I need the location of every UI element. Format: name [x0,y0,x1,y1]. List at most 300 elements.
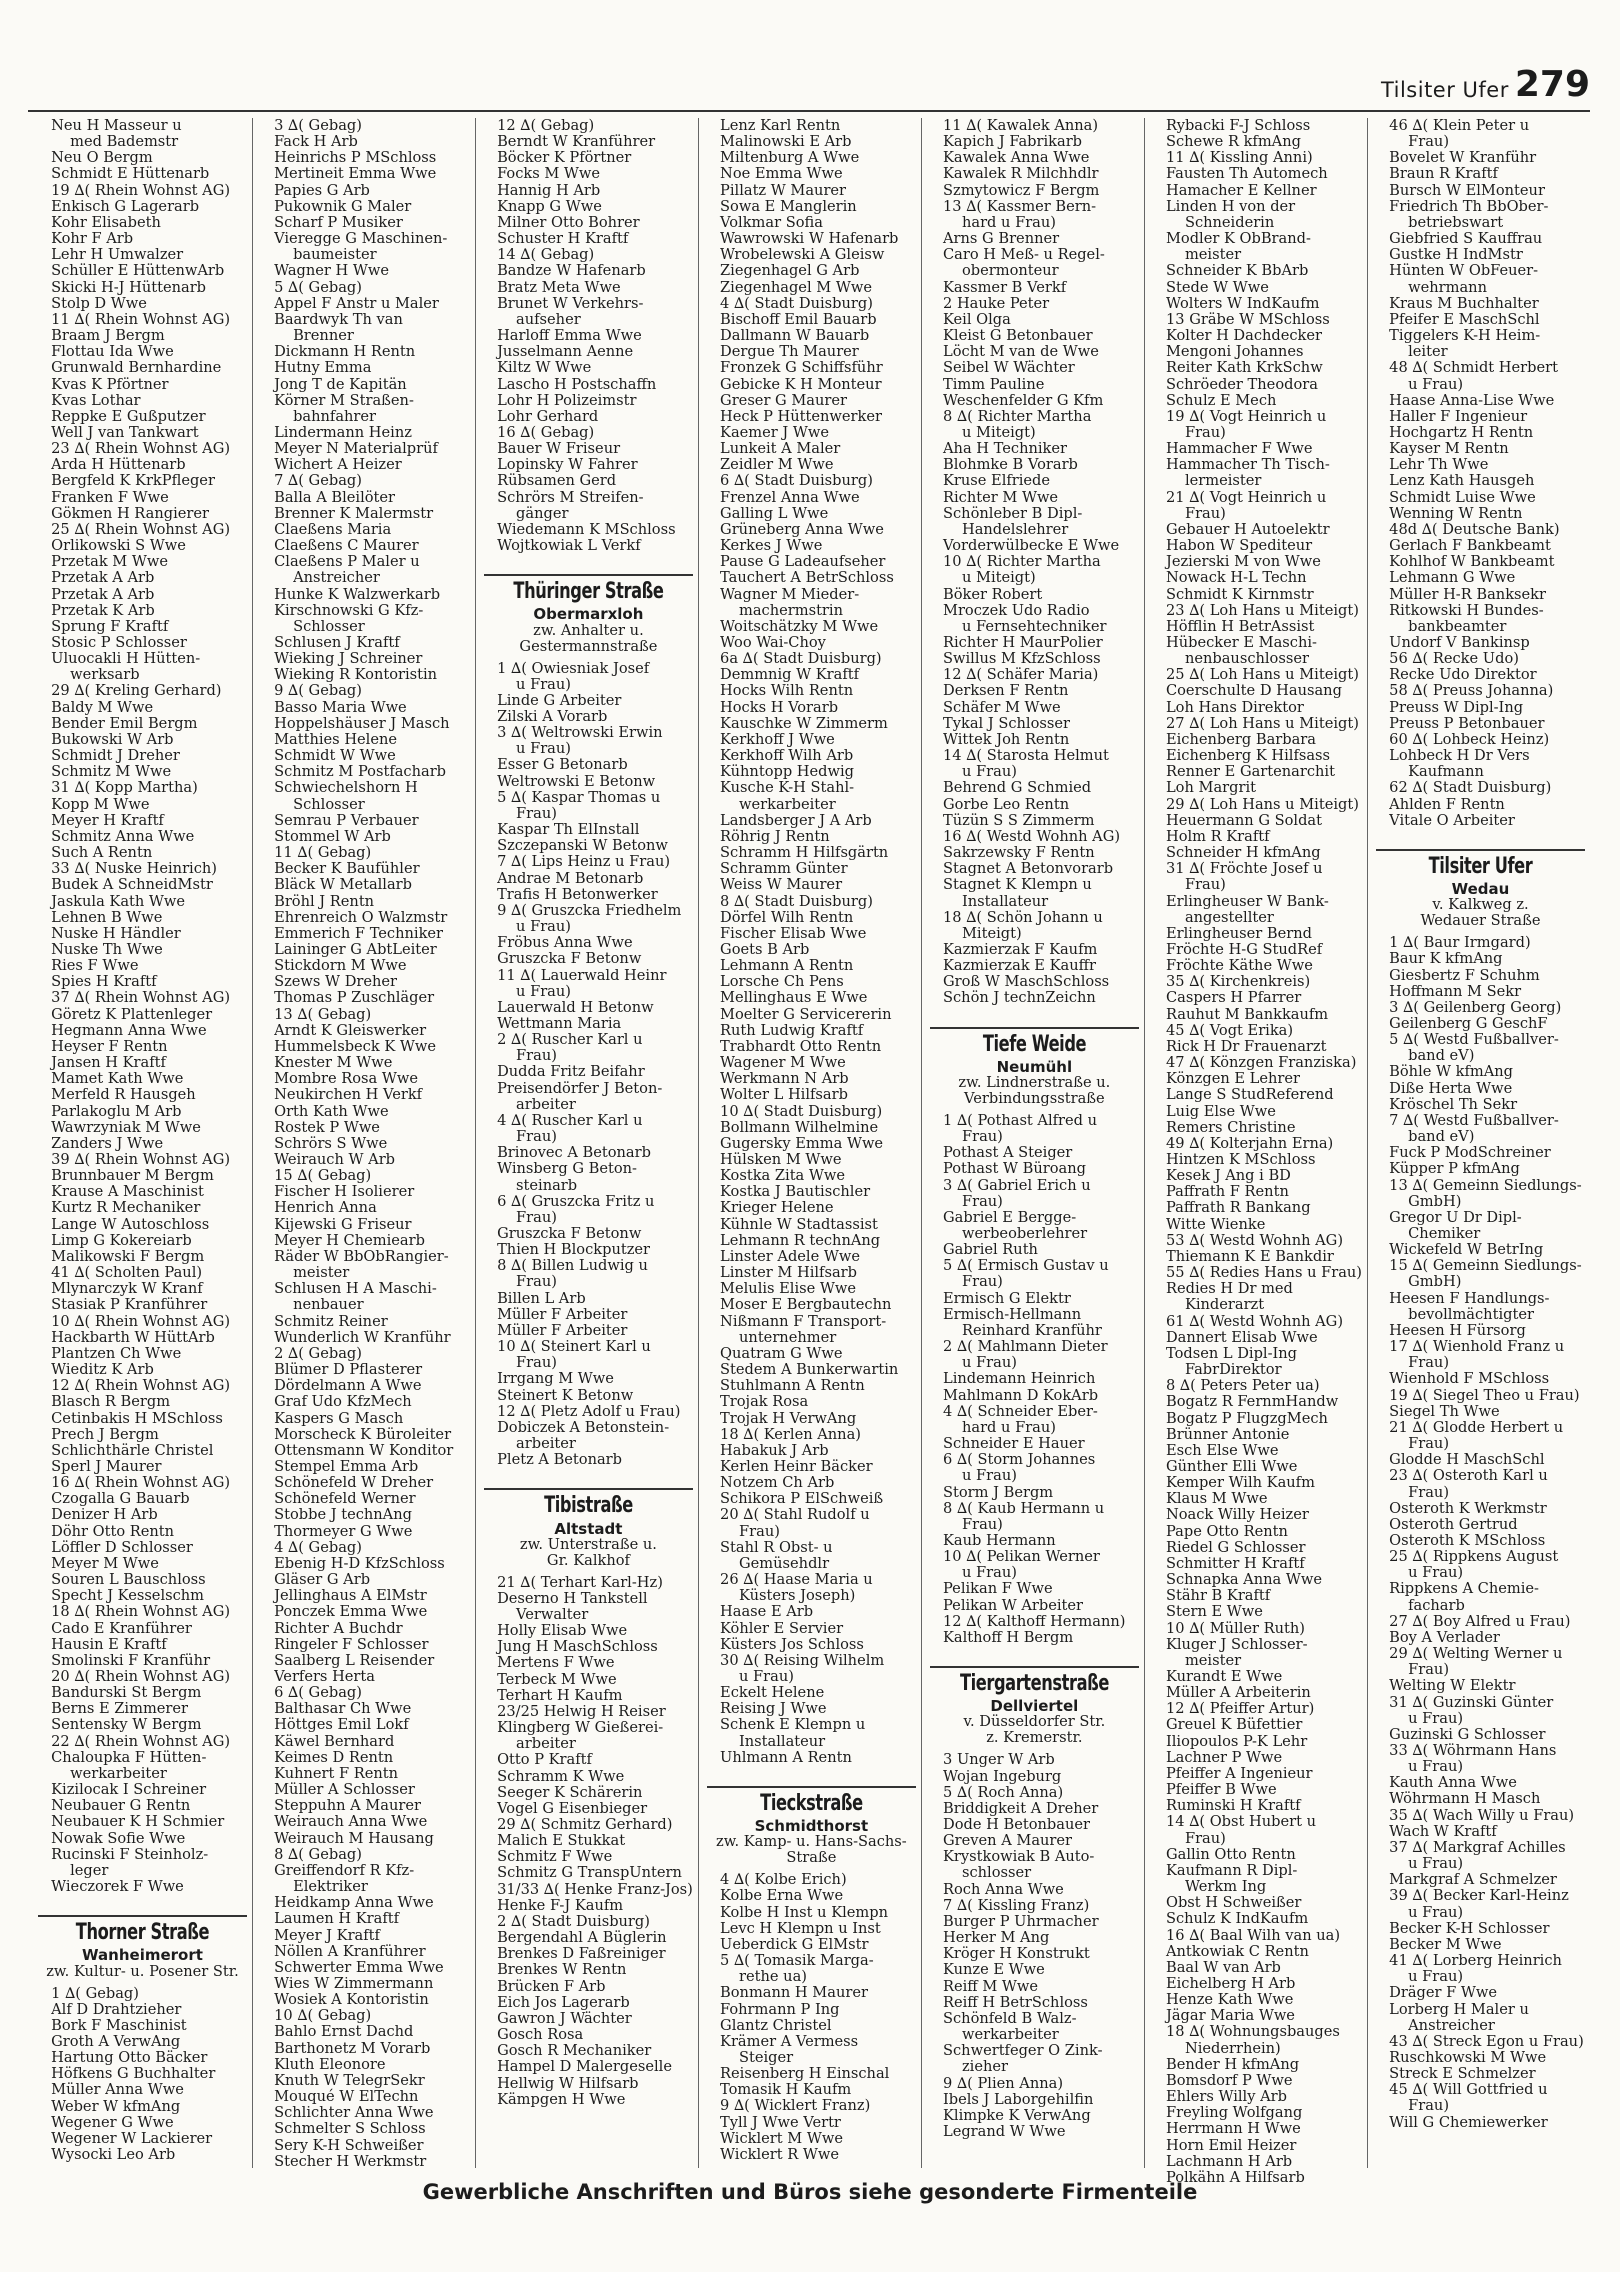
resident-entry: Wojtkowiak L Verkf [497,537,641,555]
resident-entry: Stasiak P Kranführer [51,1296,208,1314]
resident-entry: Tauchert A BetrSchloss [720,569,894,587]
resident-entry: 12 ∆( Rhein Wohnst AG) [51,1377,231,1395]
entry-continuation: u Frau) [1408,1903,1464,1921]
entry-continuation: Frau) [1184,876,1226,894]
resident-entry: 5 ∆( Ermisch Gustav u [943,1257,1109,1275]
resident-entry: Pause G Ladeaufseher [720,553,886,571]
entry-continuation: Elektriker [293,1878,368,1896]
resident-entry: Preisendörfer J Beton- [497,1079,663,1097]
resident-entry: Gebauer H Autoelektr [1165,520,1330,538]
resident-entry: Bender H kfmAng [1165,2055,1300,2073]
resident-entry: Bröhl J Rentn [274,892,375,910]
resident-entry: Braun R Kraftf [1389,165,1498,183]
resident-entry: Cado E Kranführer [51,1619,192,1637]
resident-entry: Andrae M Betonarb [497,869,644,887]
resident-entry: 4 ∆( Stadt Duisburg) [720,294,873,312]
resident-entry: Müller F Arbeiter [497,1321,628,1339]
resident-entry: Tyll J Wwe Vertr [720,2113,841,2131]
entry-continuation: meister [293,1264,350,1282]
resident-entry: 10 ∆( Rhein Wohnst AG) [51,1312,231,1330]
entry-continuation: nenbauschlosser [1184,650,1309,668]
resident-entry: Kaemer J Wwe [720,423,829,441]
resident-entry: Vieregge G Maschinen- [274,230,448,248]
resident-entry: Hegmann Anna Wwe [51,1021,207,1039]
resident-entry: Wegener G Wwe [51,2113,174,2131]
resident-entry: Milner Otto Bohrer [497,213,640,231]
entry-continuation: arbeiter [516,1735,576,1753]
resident-entry: Gläser G Arb [274,1571,371,1589]
directory-column [1367,118,1590,2168]
resident-entry: 27 ∆( Loh Hans u Miteigt) [1165,714,1359,732]
resident-entry: Lohr H Polizeimstr [497,391,637,409]
resident-entry: Pelikan F Wwe [943,1580,1053,1598]
entry-continuation: aufseher [516,310,581,328]
resident-entry: 7 ∆( Gebag) [274,472,362,490]
entry-continuation: leiter [1408,343,1448,361]
resident-entry: Schnapka Anna Wwe [1165,1571,1322,1589]
resident-entry: 22 ∆( Rhein Wohnst AG) [51,1732,231,1750]
resident-entry: 21 ∆( Terhart Karl-Hz) [497,1573,663,1591]
resident-entry: Sprung F Kraftf [51,617,169,635]
resident-entry: Gosch Rosa [497,2026,584,2044]
resident-entry: Malich E Stukkat [497,1832,626,1850]
resident-entry: Küsters Jos Schloss [720,1635,864,1653]
resident-entry: Kohr F Arb [51,230,134,248]
resident-entry: Parlakoglu M Arb [51,1102,182,1120]
resident-entry: Meyer M Wwe [51,1554,159,1572]
resident-entry: Pothast W Büroang [943,1160,1086,1178]
resident-entry: Kizilocak I Schreiner [51,1781,207,1799]
resident-entry: Diße Herta Wwe [1389,1079,1513,1097]
resident-entry: 31 ∆( Fröchte Josef u [1165,860,1323,878]
resident-entry: Wickefeld W BetrIng [1389,1241,1544,1259]
header-street-title: Tilsiter Ufer [1380,78,1509,102]
resident-entry: 12 ∆( Pletz Adolf u Frau) [497,1402,681,1420]
resident-entry: 58 ∆( Preuss Johanna) [1389,682,1554,700]
resident-entry: Riedel G Schlosser [1165,1538,1306,1556]
resident-entry: 3 ∆( Weltrowski Erwin [497,724,663,742]
resident-entry: Glantz Christel [720,2016,832,2034]
resident-entry: Fröbus Anna Wwe [497,934,633,952]
resident-entry: Linde G Arbeiter [497,691,622,709]
resident-entry: Stobbe J technAng [274,1506,412,1524]
resident-entry: 8 ∆( Billen Ludwig u [497,1257,648,1275]
resident-entry: Haller F Ingenieur [1389,407,1528,425]
resident-entry: Kohlhof W Bankbeamt [1389,553,1555,571]
resident-entry: Kolter H Dachdecker [1165,327,1323,345]
resident-entry: Böker Robert [943,585,1043,603]
resident-entry: Dräger F Wwe [1389,1984,1498,2002]
resident-entry: Gregor U Dr Dipl- [1389,1208,1522,1226]
resident-entry: Vitale O Arbeiter [1389,811,1515,829]
resident-entry: Schneider K BbArb [1165,262,1309,280]
resident-entry: Hunke K Walzwerkarb [274,585,441,603]
resident-entry: Derksen F Rentn [943,682,1069,700]
entry-continuation: Frau) [961,1128,1003,1146]
entry-continuation: Brenner [293,327,354,345]
resident-entry: Wagner H Wwe [274,262,390,280]
resident-entry: Greiffendorf R Kfz- [274,1861,415,1879]
resident-entry: Prech J Bergm [51,1425,159,1443]
district-name: Obermarxloh [533,605,644,624]
resident-entry: Käwel Bernhard [274,1732,395,1750]
resident-entry: 29 ∆( Schmitz Gerhard) [497,1816,673,1833]
resident-entry: Kröschel Th Sekr [1389,1095,1518,1113]
resident-entry: Dobiczek A Betonstein- [497,1418,670,1436]
resident-entry: Meyer J Kraftf [274,1926,380,1944]
resident-entry: Pukownik G Maler [274,197,412,215]
resident-entry: 10 ∆( Steinert Karl u [497,1338,651,1356]
resident-entry: Klingberg W Gießerei- [497,1719,664,1737]
resident-entry: Mombre Rosa Wwe [274,1070,419,1088]
resident-entry: Redies H Dr med [1165,1280,1293,1298]
resident-entry: Linster M Hilfsarb [720,1264,857,1282]
resident-entry: 14 ∆( Starosta Helmut [943,747,1109,765]
resident-entry: Gallin Otto Rentn [1165,1845,1296,1863]
entry-continuation: angestellter [1184,908,1274,926]
resident-entry: Ritkowski H Bundes- [1389,601,1544,619]
resident-entry: Balthasar Ch Wwe [274,1700,412,1718]
street-range: Verbindungsstraße [964,1089,1105,1107]
resident-entry: Schrörs M Streifen- [497,488,644,506]
resident-entry: Brenkes D Faßreiniger [497,1945,666,1963]
resident-entry: Kerkhoff J Wwe [720,730,835,748]
resident-entry: Winsberg G Beton- [497,1160,637,1178]
resident-entry: Streck E Schmelzer [1389,2065,1536,2083]
resident-entry: Bork F Maschinist [51,2016,187,2034]
resident-entry: Ueberdick G ElMstr [720,1935,869,1953]
resident-entry: Przetak A Arb [51,585,155,603]
resident-entry: Lorsche Ch Pens [720,973,844,991]
resident-entry: Kolbe Erna Wwe [720,1887,844,1905]
resident-entry: Räder W BbObRangier- [274,1247,449,1265]
resident-entry: Bollmann Wilhelmine [720,1118,879,1136]
resident-entry: Habon W Spediteur [1165,537,1313,555]
resident-entry: Tomasik H Kaufm [720,2081,852,2099]
resident-entry: 18 ∆( Kerlen Anna) [720,1425,861,1443]
resident-entry: Orth Kath Wwe [274,1102,389,1120]
resident-entry: Ibels J Laborgehilfin [943,2090,1094,2108]
resident-entry: Günther Elli Wwe [1165,1457,1298,1475]
resident-entry: Richter M Wwe [943,488,1059,506]
resident-entry: Hummelsbeck K Wwe [274,1037,437,1055]
street-range: zw. Kultur- u. Posener Str. [46,1962,239,1980]
street-range: v. Düsseldorfer Str. [963,1713,1106,1731]
resident-entry: Schwerter Emma Wwe [274,1958,444,1976]
entry-continuation: u Frau) [961,763,1017,781]
resident-entry: Dode H Betonbauer [943,1816,1090,1833]
resident-entry: 9 ∆( Gebag) [274,682,362,700]
resident-entry: 13 Gräbe W MSchloss [1165,310,1330,328]
entry-continuation: Chemiker [1408,1225,1481,1242]
resident-entry: Brunnbauer M Bergm [51,1167,214,1185]
resident-entry: Kauschke W Zimmerm [720,714,888,732]
street-name: Thorner Straße [75,1920,210,1946]
resident-entry: 31 ∆( Kopp Martha) [51,779,198,797]
resident-entry: Könzgen E Lehrer [1165,1070,1300,1088]
resident-entry: Welting W Elektr [1389,1677,1516,1695]
resident-entry: Vorderwülbecke E Wwe [943,537,1120,555]
entry-continuation: u Frau) [961,1354,1017,1372]
resident-entry: Giebfried S Kauffrau [1389,230,1543,248]
resident-entry: 11 ∆( Kissling Anni) [1165,149,1313,167]
resident-entry: Rübsamen Gerd [497,472,617,490]
resident-entry: Terhart H Kaufm [497,1686,623,1704]
resident-entry: Jezierski M von Wwe [1165,553,1321,571]
resident-entry: 48 ∆( Schmidt Herbert [1389,359,1558,377]
resident-entry: Neubauer K H Schmier [51,1813,225,1831]
entry-continuation: Verwalter [516,1605,589,1623]
resident-entry: Hammacher F Wwe [1165,440,1313,458]
street-name: Tieckstraße [760,1790,863,1816]
resident-entry: 37 ∆( Rhein Wohnst AG) [51,989,231,1007]
resident-entry: Giesbertz F Schuhm [1389,966,1540,984]
resident-entry: Mellinghaus E Wwe [720,989,868,1007]
resident-entry: Wach W Kraftf [1389,1822,1497,1840]
resident-entry: Fischer Elisab Wwe [720,924,867,942]
resident-entry: Tüzün S S Zimmerm [943,811,1095,829]
resident-entry: Becker M Wwe [1389,1935,1502,1953]
resident-entry: Krieger Helene [720,1199,834,1217]
entry-continuation: gänger [516,504,569,522]
resident-entry: Ruschkowski M Wwe [1389,2048,1547,2066]
resident-entry: 25 ∆( Rippkens August [1389,1548,1559,1566]
resident-entry: 13 ∆( Gemeinn Siedlungs- [1389,1176,1582,1194]
resident-entry: 14 ∆( Obst Hubert u [1165,1813,1316,1831]
resident-entry: Baardwyk Th van [274,310,403,328]
entry-continuation: Frau) [516,1273,557,1291]
resident-entry: Richter A Buchdr [274,1619,403,1637]
resident-entry: Böhle W kfmAng [1389,1063,1514,1081]
resident-entry: 14 ∆( Gebag) [497,246,595,264]
directory-column [475,118,698,2168]
resident-entry: Jung H MaschSchloss [497,1638,658,1656]
resident-entry: 18 ∆( Schön Johann u [943,908,1103,926]
resident-entry: Holm R Kraftf [1165,827,1270,845]
resident-entry: 31/33 ∆( Henke Franz-Jos) [497,1880,693,1898]
resident-entry: Kostka Zita Wwe [720,1167,846,1185]
resident-entry: Seeger K Schärerin [497,1783,643,1801]
resident-entry: Lachner P Wwe [1165,1748,1283,1766]
resident-entry: Malinowski E Arb [720,133,852,151]
resident-entry: Müller A Schlosser [274,1781,415,1799]
resident-entry: Ziegenhagel G Arb [720,262,860,280]
resident-entry: Jägar Maria Wwe [1165,2007,1295,2025]
resident-entry: Löffler D Schlosser [51,1538,193,1556]
entry-continuation: lermeister [1184,472,1262,490]
resident-entry: Schwertfeger O Zink- [943,2042,1103,2060]
resident-entry: 5 ∆( Westd Fußballver- [1389,1031,1559,1049]
resident-entry: 41 ∆( Scholten Paul) [51,1264,203,1282]
resident-entry: Weiss W Maurer [720,876,843,894]
resident-entry: Kraus M Buchhalter [1389,294,1539,312]
resident-entry: 29 ∆( Kreling Gerhard) [51,682,222,700]
resident-entry: Matthies Helene [274,730,398,748]
resident-entry: Schikora P ElSchweiß [720,1490,884,1508]
resident-entry: Demmnig W Kraftf [720,666,859,684]
resident-entry: 6 ∆( Storm Johannes [943,1451,1096,1469]
resident-entry: 25 ∆( Rhein Wohnst AG) [51,520,231,538]
resident-entry: Schramm Günter [720,860,848,878]
resident-entry: Heinrichs P MSchloss [274,149,437,167]
resident-entry: Blümer D Pflasterer [274,1361,423,1379]
resident-entry: 37 ∆( Markgraf Achilles [1389,1838,1566,1856]
resident-entry: Meyer N Materialprüf [274,440,438,458]
resident-entry: Richter H MaurPolier [943,634,1103,651]
resident-entry: Hutny Emma [274,359,372,377]
street-range: Wedauer Straße [1420,912,1541,930]
district-name: Wanheimerort [82,1946,203,1965]
resident-entry: Blasch R Bergm [51,1393,171,1411]
resident-entry: Lehmann R technAng [720,1231,881,1249]
resident-entry: Kapich J Fabrikarb [943,133,1083,151]
resident-entry: Arns G Brenner [943,230,1060,248]
district-name: Schmidthorst [754,1817,869,1836]
resident-entry: Stagnet A Betonvorarb [943,860,1114,878]
resident-entry: Laumen H Kraftf [274,1910,400,1928]
resident-entry: Mengoni Johannes [1165,343,1304,361]
resident-entry: Billen L Arb [497,1289,586,1307]
resident-entry: 5 ∆( Tomasik Marga- [720,1952,874,1970]
resident-entry: Kolbe H Inst u Klempn [720,1903,888,1921]
resident-entry: 12 ∆( Schäfer Maria) [943,666,1099,684]
resident-entry: Jansen H Kraftf [51,1054,166,1072]
resident-entry: Dördelmann A Wwe [274,1377,422,1395]
resident-entry: Morscheck K Büroleiter [274,1425,452,1443]
resident-entry: Hampel D Malergeselle [497,2058,672,2076]
entry-continuation: FabrDirektor [1184,1361,1282,1379]
resident-entry: Bahlo Ernst Dachd [274,2023,414,2041]
street-range: Gestermannstraße [519,637,658,655]
page-header [1380,62,1590,105]
resident-entry: Moelter G Servicererin [720,1005,892,1023]
resident-entry: Kayser M Rentn [1389,440,1509,458]
entry-continuation: steinarb [516,1176,578,1194]
resident-entry: Remers Christine [1165,1118,1296,1136]
entry-continuation: Steiger [739,2048,794,2066]
street-range: Gr. Kalkhof [546,1551,630,1569]
resident-entry: Lehr H Umwalzer [51,246,184,264]
resident-entry: Schmidt W Wwe [274,747,396,765]
resident-entry: Knapp G Wwe [497,197,602,215]
resident-entry: Schmidt K Kirnmstr [1165,585,1314,603]
entry-continuation: Anstreicher [293,569,380,587]
entry-continuation: Frau) [961,1273,1003,1291]
resident-entry: Emmerich F Techniker [274,924,444,942]
entry-continuation: Schneiderin [1184,213,1275,231]
resident-entry: Gosch R Mechaniker [497,2042,652,2060]
resident-entry: Meyer H Chemiearb [274,1231,425,1249]
resident-entry: Pillatz W Maurer [720,181,847,199]
resident-entry: Brunet W Verkehrs- [497,294,644,312]
entry-continuation: Reinhard Kranführ [961,1321,1102,1339]
resident-entry: Kazmierzak E Kauffr [943,957,1096,975]
entry-continuation: arbeiter [516,1435,576,1453]
resident-entry: Herrmann H Wwe [1165,2120,1301,2138]
resident-entry: Hintzen K MSchloss [1165,1151,1316,1168]
resident-entry: Dickmann H Rentn [274,343,416,361]
resident-entry: 19 ∆( Rhein Wohnst AG) [51,181,231,199]
resident-entry: Osteroth K Werkmstr [1389,1499,1547,1517]
resident-entry: 10 ∆( Gebag) [274,2007,372,2025]
resident-entry: 23 ∆( Osteroth Karl u [1389,1467,1548,1485]
resident-entry: Wrobelewski A Gleisw [720,246,885,264]
entry-continuation: band eV) [1408,1128,1475,1146]
street-range: zw. Anhalter u. [533,621,644,639]
resident-entry: Eichelberg H Arb [1165,1974,1296,1992]
resident-entry: Souren L Bauschloss [51,1571,206,1589]
resident-entry: Dudda Fritz Beifahr [497,1063,645,1081]
resident-entry: Lindemann Heinrich [943,1370,1096,1388]
resident-entry: Schenk E Klempn u [720,1716,866,1734]
resident-entry: Müller Anna Wwe [51,2081,184,2099]
resident-entry: 12 ∆( Kalthoff Hermann) [943,1612,1126,1630]
resident-entry: Schulz E Mech [1165,391,1277,409]
resident-entry: Hoppelshäuser J Masch [274,714,450,732]
resident-entry: Wieking J Schreiner [274,650,423,668]
resident-entry: Bogatz R FernmHandw [1165,1393,1339,1411]
entry-continuation: Frau) [961,1192,1003,1210]
entry-continuation: Frau) [516,804,557,822]
entry-continuation: u Frau) [1408,1968,1464,1986]
entry-continuation: bevollmächtigter [1408,1305,1534,1323]
entry-continuation: unternehmer [739,1328,837,1346]
resident-entry: Henze Kath Wwe [1165,1991,1294,2009]
resident-entry: Zeidler M Wwe [720,456,834,474]
resident-entry: Kalthoff H Bergm [943,1628,1074,1646]
entry-continuation: bankbeamter [1408,617,1507,635]
street-header [484,574,693,654]
resident-entry: Wosiek A Kontoristin [274,1991,429,2009]
entry-continuation: Frau) [516,1128,557,1146]
resident-entry: 6a ∆( Stadt Duisburg) [720,650,882,668]
resident-entry: Kostka J Bautischler [720,1183,871,1201]
resident-entry: Hülsken M Wwe [720,1151,842,1168]
resident-entry: Gruszcka F Betonw [497,950,642,968]
resident-entry: Nuske Th Wwe [51,940,163,958]
resident-entry: 27 ∆( Boy Alfred u Frau) [1389,1612,1571,1630]
entry-continuation: u Frau) [1408,1855,1464,1873]
resident-entry: 3 ∆( Gebag) [274,117,362,134]
entry-continuation: meister [1184,246,1242,264]
resident-entry: 33 ∆( Nuske Heinrich) [51,860,217,878]
resident-entry: Barthonetz M Vorarb [274,2039,431,2057]
resident-entry: Eich Jos Lagerarb [497,1993,630,2011]
resident-entry: Quatram G Wwe [720,1344,843,1362]
resident-entry: Schrörs S Wwe [274,1134,388,1152]
resident-entry: Erlingheuser Bernd [1165,924,1312,942]
street-name: Thüringer Straße [513,579,664,605]
resident-entry: Goets B Arb [720,940,810,958]
resident-entry: 9 ∆( Wicklert Franz) [720,2097,871,2115]
entry-continuation: wehrmann [1408,278,1487,296]
resident-entry: Kühntopp Hedwig [720,763,855,781]
resident-entry: Döhr Otto Rentn [51,1522,175,1540]
resident-entry: Ebenig H-D KfzSchloss [274,1554,445,1572]
resident-entry: Irrgang M Wwe [497,1370,614,1388]
entry-continuation: Miteigt) [961,924,1022,942]
resident-entry: Luig Else Wwe [1165,1102,1276,1120]
resident-entry: Moser E Bergbautechn [720,1296,892,1314]
resident-entry: Zilski A Vorarb [497,708,608,725]
resident-entry: Hübecker E Maschi- [1165,634,1317,651]
resident-entry: Kühnle W Stadtassist [720,1215,878,1233]
entry-continuation: u Fernsehtechniker [961,617,1107,635]
resident-entry: Briddigkeit A Dreher [943,1799,1099,1817]
entry-continuation: Frau) [1184,423,1226,441]
resident-entry: Höfflin H BetrAssist [1165,617,1315,635]
resident-entry: Reiff M Wwe [943,1977,1039,1995]
